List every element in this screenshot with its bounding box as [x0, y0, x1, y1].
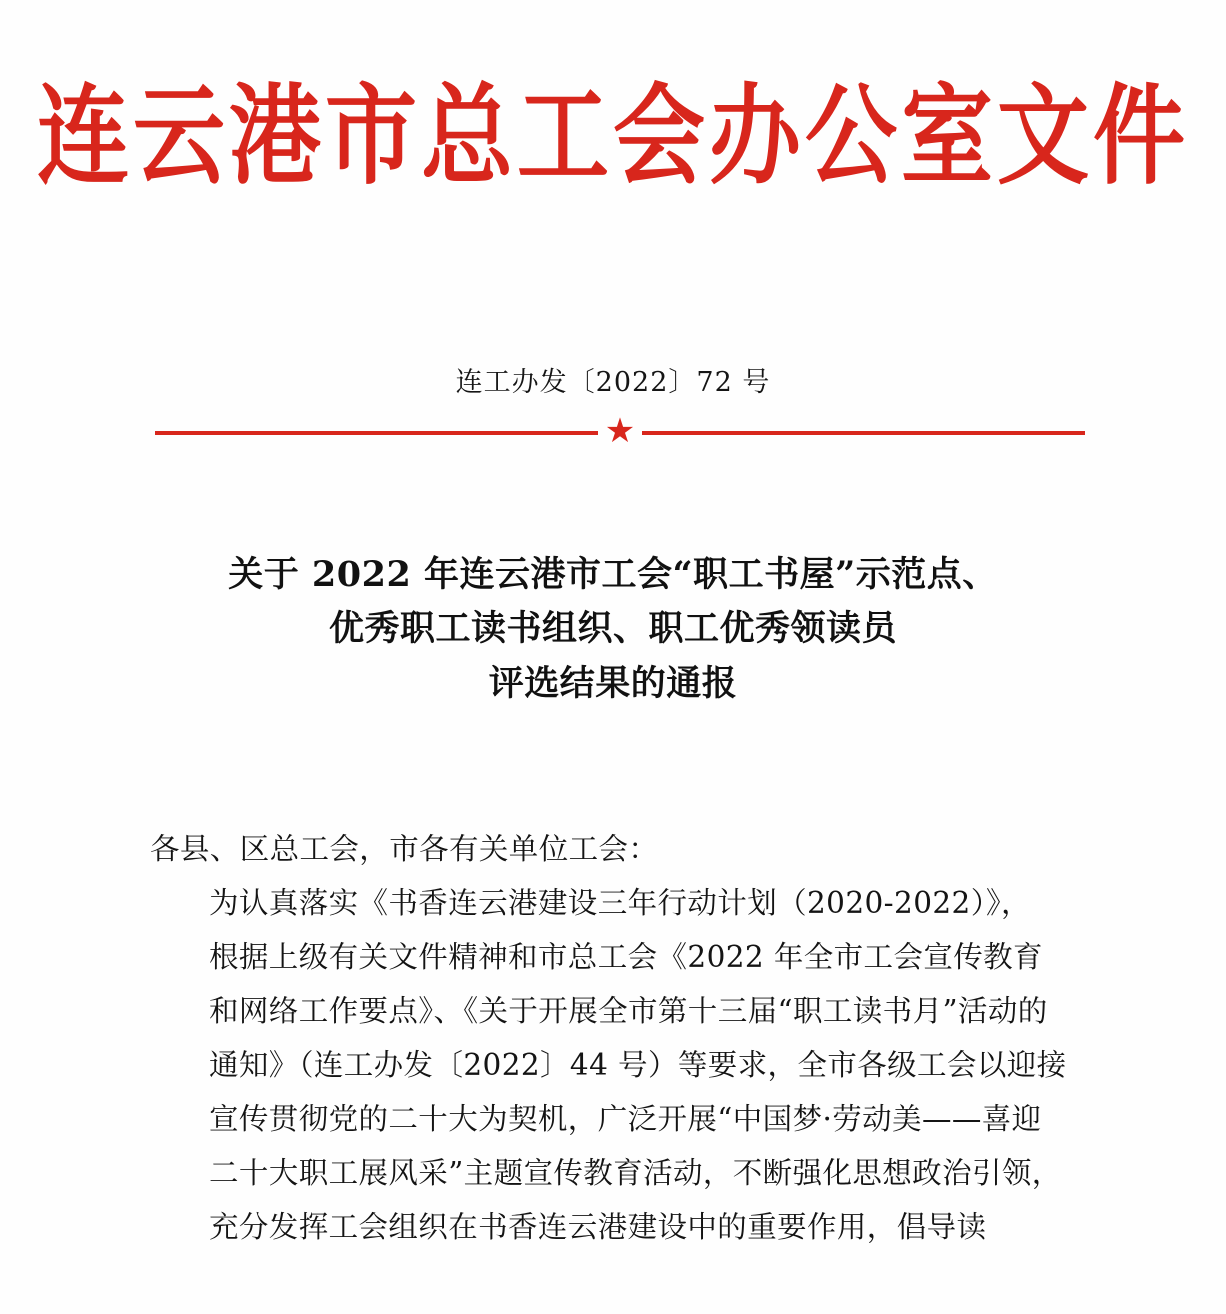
body-line-5: 宣传贯彻党的二十大为契机，广泛开展“中国梦·劳动美——喜迎	[209, 1102, 1042, 1136]
body-line-3: 和网络工作要点》、《关于开展全市第十三届“职工读书月”活动的	[209, 994, 1048, 1028]
rule-line-right	[642, 431, 1085, 435]
body-line-1: 为认真落实《书香连云港建设三年行动计划（2020-2022）》，	[209, 886, 1031, 920]
body-line-7: 充分发挥工会组织在书香连云港建设中的重要作用，倡导读	[209, 1210, 987, 1244]
masthead	[0, 72, 1226, 200]
body-line-4: 通知》（连工办发〔2022〕44 号）等要求，全市各级工会以迎接	[209, 1048, 1067, 1082]
star-icon: ★	[604, 411, 636, 451]
body-line-2: 根据上级有关文件精神和市总工会《2022 年全市工会宣传教育	[209, 940, 1043, 974]
page-title-line-3: 评选结果的通报	[488, 662, 738, 704]
document-number: 连工办发〔2022〕72 号	[455, 367, 771, 398]
body-text	[150, 822, 1090, 1254]
masthead-title: 连云港市总工会办公室文件	[36, 72, 1189, 200]
page-title-line-1: 关于 2022 年连云港市工会“职工书屋”示范点、	[228, 554, 998, 595]
body-paragraph	[150, 876, 1090, 1254]
red-separator-rule	[155, 411, 1085, 451]
page-title	[160, 548, 1066, 711]
salutation: 各县、区总工会，市各有关单位工会：	[150, 832, 659, 866]
body-line-6: 二十大职工展风采”主题宣传教育活动，不断强化思想政治引领，	[209, 1156, 1062, 1190]
rule-line-left	[155, 431, 598, 435]
page-title-line-2: 优秀职工读书组织、职工优秀领读员	[328, 608, 897, 650]
